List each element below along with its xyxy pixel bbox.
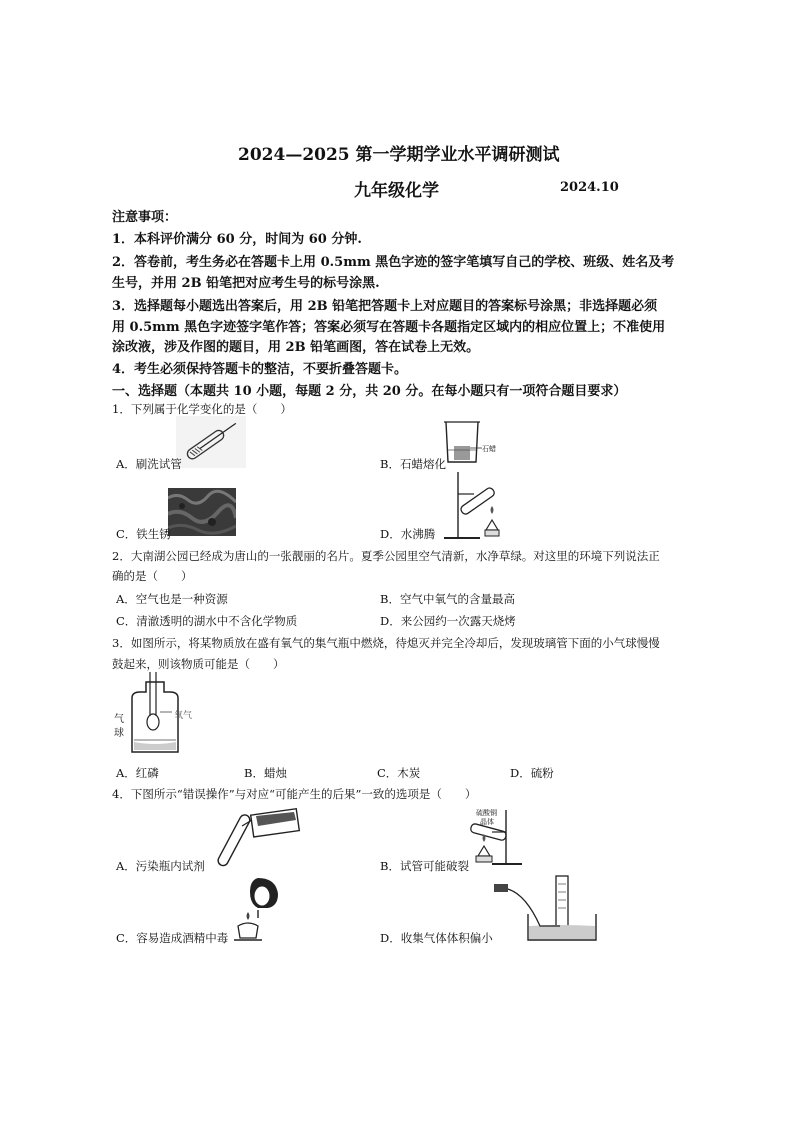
q1-b-figure-label: 石蜡: [482, 445, 496, 453]
q3-option-a: A．红磷: [116, 766, 159, 780]
q3-option-b: B．蜡烛: [244, 766, 287, 780]
q2-option-a: A．空气也是一种资源: [116, 592, 228, 606]
notice-item-1: 1．本科评价满分 60 分，时间为 60 分钟.: [112, 232, 362, 247]
q1-option-d: D．水沸腾: [380, 527, 436, 541]
q1-b-figure: [440, 418, 500, 466]
exam-subtitle: 九年级化学: [354, 181, 439, 201]
q3-figure-label-balloon-1: 气: [114, 714, 124, 725]
q1-stem: 1．下列属于化学变化的是（ ）: [112, 402, 292, 416]
notice-item-3-cont: 用 0.5mm 黑色字迹签字笔作答；答案必须写在答题卡各题指定区域内的相应位置上；不准使用: [112, 320, 666, 335]
q4-b-figure-label-1: 硫酸铜: [476, 809, 497, 817]
notice-item-4: 4．考生必须保持答题卡的整洁，不要折叠答题卡。: [112, 362, 408, 377]
q3-stem-cont: 鼓起来，则该物质可能是（ ）: [112, 657, 285, 671]
exam-title: 2024—2025 第一学期学业水平调研测试: [238, 145, 560, 165]
q2-option-b: B．空气中氧气的含量最高: [380, 592, 515, 606]
notice-item-2: 2．答卷前，考生务必在答题卡上用 0.5mm 黑色字迹的签字笔填写自己的学校、班级、姓名及考: [112, 255, 675, 270]
q3-figure-label-oxygen: 氧气: [174, 711, 193, 721]
section-1-heading: 一、选择题（本题共 10 小题，每题 2 分，共 20 分。在每小题只有一项符合题目要求）: [112, 384, 627, 399]
q1-c-figure: [168, 488, 236, 536]
q3-stem: 3．如图所示，将某物质放在盛有氧气的集气瓶中燃烧，待熄灭并完全冷却后，发现玻璃管下面的小气球慢慢: [112, 636, 660, 650]
notice-heading: 注意事项：: [112, 210, 178, 225]
q1-a-figure: [176, 416, 246, 468]
q2-stem-cont: 确的是（ ）: [112, 569, 193, 583]
notice-item-3: 3．选择题每小题选出答案后，用 2B 铅笔把答题卡上对应题目的答案标号涂黑；非选择题必须: [112, 299, 658, 314]
notice-item-2-cont: 生号，并用 2B 铅笔把对应考生号的标号涂黑.: [112, 276, 380, 291]
q2-option-d: D．来公园约一次露天烧烤: [380, 614, 516, 628]
q4-stem: 4．下图所示“错误操作”与对应“可能产生的后果”一致的选项是（ ）: [112, 787, 477, 801]
q1-option-b: B．石蜡熔化: [380, 457, 446, 471]
q3-figure-label-balloon-2: 球: [114, 728, 124, 739]
q4-option-d: D．收集气体体积偏小: [380, 931, 493, 945]
exam-date: 2024.10: [560, 180, 619, 195]
q1-option-a: A．刷洗试管: [116, 457, 182, 471]
q2-stem: 2．大南湖公园已经成为唐山的一张靓丽的名片。夏季公园里空气清新，水净草绿。对这里的环境下列说法正: [112, 549, 660, 563]
q2-option-c: C．清澈透明的湖水中不含化学物质: [116, 614, 298, 628]
q4-d-figure: [492, 874, 602, 944]
q4-a-figure: [212, 806, 304, 872]
q1-option-c: C．铁生锈: [116, 527, 171, 541]
q1-d-figure: [430, 468, 506, 542]
q3-option-d: D．硫粉: [510, 766, 554, 780]
q3-option-c: C．木炭: [377, 766, 421, 780]
q4-b-figure-label-2: 晶体: [480, 818, 494, 826]
q4-option-a: A．污染瓶内试剂: [116, 859, 205, 873]
q4-option-b: B．试管可能破裂: [380, 859, 469, 873]
q4-option-c: C．容易造成酒精中毒: [116, 931, 229, 945]
q4-c-figure: [228, 876, 286, 944]
notice-item-3-cont2: 涂改液，涉及作图的题目，用 2B 铅笔画图，答在试卷上无效。: [112, 340, 480, 355]
